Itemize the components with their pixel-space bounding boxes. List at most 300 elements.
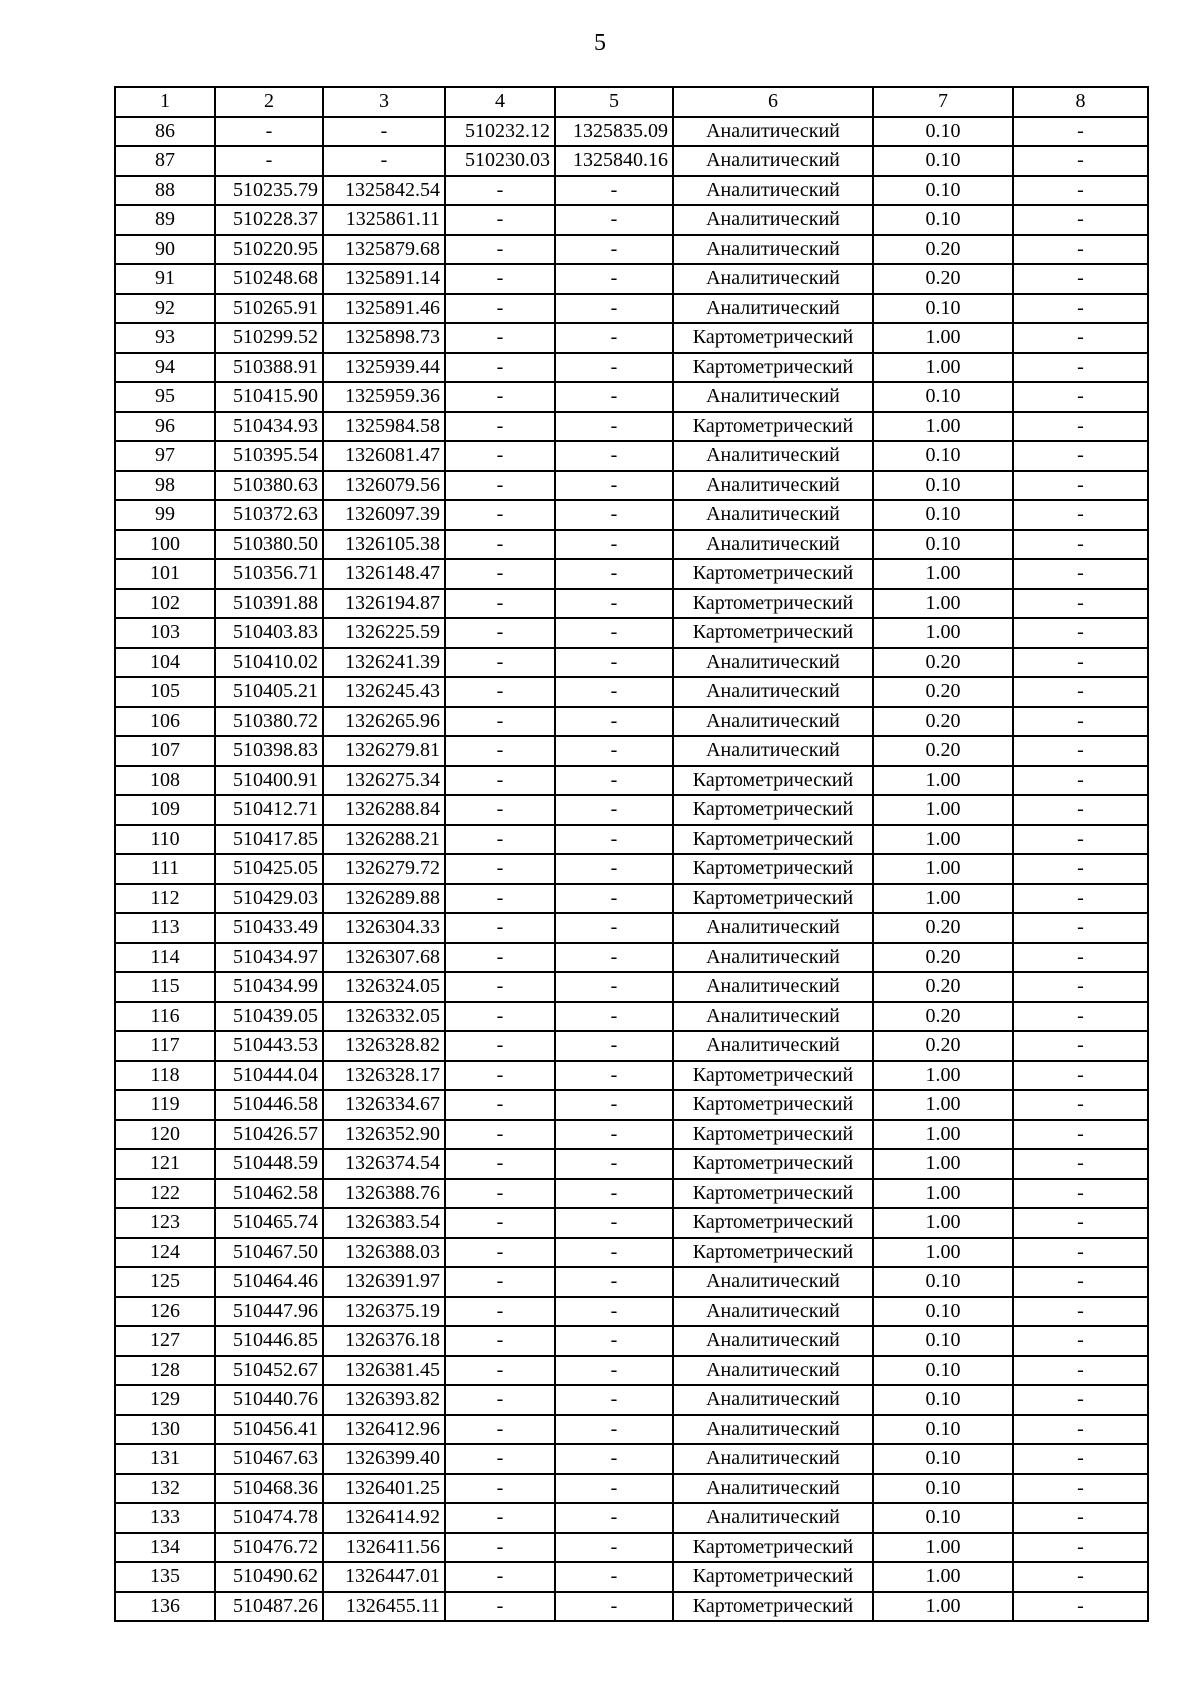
method-cell: Картометрический [673, 1238, 873, 1268]
note-cell: - [1013, 1356, 1148, 1386]
x-coordinate-alt-cell: - [445, 618, 555, 648]
accuracy-cell: 1.00 [873, 1533, 1013, 1563]
method-cell: Аналитический [673, 736, 873, 766]
point-number-cell: 92 [115, 294, 215, 324]
y-coordinate-alt-cell: 1325835.09 [555, 117, 673, 147]
accuracy-cell: 1.00 [873, 618, 1013, 648]
y-coordinate-alt-cell: - [555, 1179, 673, 1209]
method-cell: Картометрический [673, 353, 873, 383]
x-coordinate-cell: 510446.58 [215, 1090, 323, 1120]
table-row [115, 854, 1148, 884]
y-coordinate-cell: 1325984.58 [323, 412, 445, 442]
table-row [115, 1592, 1148, 1622]
note-cell: - [1013, 1208, 1148, 1238]
x-coordinate-alt-cell: 510230.03 [445, 146, 555, 176]
x-coordinate-alt-cell: - [445, 1415, 555, 1445]
x-coordinate-alt-cell: - [445, 825, 555, 855]
x-coordinate-alt-cell: - [445, 1444, 555, 1474]
y-coordinate-cell: 1326081.47 [323, 441, 445, 471]
method-cell: Аналитический [673, 235, 873, 265]
point-number-cell: 134 [115, 1533, 215, 1563]
accuracy-cell: 1.00 [873, 1562, 1013, 1592]
y-coordinate-cell: 1326097.39 [323, 500, 445, 530]
point-number-cell: 93 [115, 323, 215, 353]
method-cell: Аналитический [673, 1031, 873, 1061]
x-coordinate-alt-cell: - [445, 559, 555, 589]
x-coordinate-alt-cell: - [445, 1061, 555, 1091]
x-coordinate-alt-cell: - [445, 235, 555, 265]
x-coordinate-alt-cell: - [445, 1503, 555, 1533]
table-row [115, 1179, 1148, 1209]
note-cell: - [1013, 825, 1148, 855]
table-row [115, 323, 1148, 353]
x-coordinate-alt-cell: - [445, 1238, 555, 1268]
accuracy-cell: 0.20 [873, 913, 1013, 943]
x-coordinate-cell: 510356.71 [215, 559, 323, 589]
point-number-cell: 121 [115, 1149, 215, 1179]
x-coordinate-alt-cell: - [445, 972, 555, 1002]
table-row [115, 1385, 1148, 1415]
x-coordinate-alt-cell: - [445, 1297, 555, 1327]
y-coordinate-alt-cell: - [555, 1267, 673, 1297]
y-coordinate-cell: 1326388.03 [323, 1238, 445, 1268]
y-coordinate-cell: 1326399.40 [323, 1444, 445, 1474]
x-coordinate-cell: 510248.68 [215, 264, 323, 294]
accuracy-cell: 1.00 [873, 1090, 1013, 1120]
y-coordinate-alt-cell: - [555, 736, 673, 766]
method-cell: Аналитический [673, 1385, 873, 1415]
point-number-cell: 130 [115, 1415, 215, 1445]
table-row [115, 972, 1148, 1002]
point-number-cell: 110 [115, 825, 215, 855]
method-cell: Аналитический [673, 1267, 873, 1297]
y-coordinate-alt-cell: - [555, 884, 673, 914]
note-cell: - [1013, 1415, 1148, 1445]
x-coordinate-cell: 510468.36 [215, 1474, 323, 1504]
point-number-cell: 97 [115, 441, 215, 471]
point-number-cell: 94 [115, 353, 215, 383]
note-cell: - [1013, 1238, 1148, 1268]
y-coordinate-cell: 1326241.39 [323, 648, 445, 678]
point-number-cell: 119 [115, 1090, 215, 1120]
note-cell: - [1013, 1444, 1148, 1474]
y-coordinate-alt-cell: - [555, 323, 673, 353]
table-row [115, 1002, 1148, 1032]
x-coordinate-cell: 510395.54 [215, 441, 323, 471]
y-coordinate-alt-cell: - [555, 1090, 673, 1120]
point-number-cell: 90 [115, 235, 215, 265]
accuracy-cell: 0.20 [873, 677, 1013, 707]
table-row [115, 913, 1148, 943]
table-row [115, 1415, 1148, 1445]
accuracy-cell: 0.10 [873, 1267, 1013, 1297]
method-cell: Картометрический [673, 1090, 873, 1120]
y-coordinate-alt-cell: - [555, 412, 673, 442]
column-header: 4 [445, 87, 555, 117]
table-row [115, 1562, 1148, 1592]
y-coordinate-cell: 1325898.73 [323, 323, 445, 353]
table-row [115, 1267, 1148, 1297]
method-cell: Картометрический [673, 1562, 873, 1592]
x-coordinate-cell: 510398.83 [215, 736, 323, 766]
accuracy-cell: 0.10 [873, 1474, 1013, 1504]
column-header: 3 [323, 87, 445, 117]
point-number-cell: 124 [115, 1238, 215, 1268]
point-number-cell: 88 [115, 176, 215, 206]
y-coordinate-cell: 1326105.38 [323, 530, 445, 560]
y-coordinate-cell: 1325842.54 [323, 176, 445, 206]
method-cell: Аналитический [673, 1356, 873, 1386]
y-coordinate-cell: 1326376.18 [323, 1326, 445, 1356]
y-coordinate-cell: 1326245.43 [323, 677, 445, 707]
y-coordinate-cell: 1326391.97 [323, 1267, 445, 1297]
table-row [115, 618, 1148, 648]
x-coordinate-cell: 510440.76 [215, 1385, 323, 1415]
y-coordinate-alt-cell: - [555, 1031, 673, 1061]
note-cell: - [1013, 353, 1148, 383]
table-row [115, 441, 1148, 471]
x-coordinate-cell: 510467.50 [215, 1238, 323, 1268]
point-number-cell: 115 [115, 972, 215, 1002]
x-coordinate-cell: 510456.41 [215, 1415, 323, 1445]
y-coordinate-cell: - [323, 146, 445, 176]
coordinates-table [114, 86, 1149, 1622]
table-row [115, 1356, 1148, 1386]
table-row [115, 1533, 1148, 1563]
x-coordinate-alt-cell: - [445, 353, 555, 383]
note-cell: - [1013, 1533, 1148, 1563]
method-cell: Картометрический [673, 884, 873, 914]
note-cell: - [1013, 1474, 1148, 1504]
method-cell: Картометрический [673, 1533, 873, 1563]
method-cell: Картометрический [673, 1208, 873, 1238]
y-coordinate-cell: 1325959.36 [323, 382, 445, 412]
x-coordinate-cell: 510380.63 [215, 471, 323, 501]
column-header: 5 [555, 87, 673, 117]
method-cell: Аналитический [673, 1415, 873, 1445]
point-number-cell: 96 [115, 412, 215, 442]
accuracy-cell: 0.10 [873, 1297, 1013, 1327]
x-coordinate-cell: 510464.46 [215, 1267, 323, 1297]
point-number-cell: 126 [115, 1297, 215, 1327]
method-cell: Аналитический [673, 1326, 873, 1356]
y-coordinate-alt-cell: - [555, 205, 673, 235]
table-body [115, 117, 1148, 1622]
point-number-cell: 131 [115, 1444, 215, 1474]
note-cell: - [1013, 530, 1148, 560]
x-coordinate-alt-cell: - [445, 1592, 555, 1622]
note-cell: - [1013, 1267, 1148, 1297]
table-row [115, 1090, 1148, 1120]
x-coordinate-cell: 510372.63 [215, 500, 323, 530]
x-coordinate-cell: 510426.57 [215, 1120, 323, 1150]
table-row [115, 648, 1148, 678]
y-coordinate-cell: 1326328.17 [323, 1061, 445, 1091]
accuracy-cell: 1.00 [873, 1061, 1013, 1091]
table-row [115, 1208, 1148, 1238]
note-cell: - [1013, 884, 1148, 914]
table-row [115, 117, 1148, 147]
note-cell: - [1013, 1002, 1148, 1032]
point-number-cell: 133 [115, 1503, 215, 1533]
point-number-cell: 91 [115, 264, 215, 294]
x-coordinate-cell: 510235.79 [215, 176, 323, 206]
accuracy-cell: 1.00 [873, 1592, 1013, 1622]
accuracy-cell: 0.10 [873, 1385, 1013, 1415]
y-coordinate-alt-cell: - [555, 1002, 673, 1032]
point-number-cell: 117 [115, 1031, 215, 1061]
y-coordinate-cell: - [323, 117, 445, 147]
note-cell: - [1013, 648, 1148, 678]
y-coordinate-cell: 1325879.68 [323, 235, 445, 265]
table-row [115, 707, 1148, 737]
x-coordinate-alt-cell: - [445, 1562, 555, 1592]
y-coordinate-alt-cell: - [555, 1503, 673, 1533]
x-coordinate-alt-cell: - [445, 1474, 555, 1504]
y-coordinate-alt-cell: - [555, 1120, 673, 1150]
x-coordinate-cell: 510446.85 [215, 1326, 323, 1356]
accuracy-cell: 0.10 [873, 530, 1013, 560]
y-coordinate-cell: 1326412.96 [323, 1415, 445, 1445]
point-number-cell: 135 [115, 1562, 215, 1592]
y-coordinate-cell: 1326352.90 [323, 1120, 445, 1150]
y-coordinate-alt-cell: - [555, 500, 673, 530]
table-row [115, 353, 1148, 383]
y-coordinate-cell: 1326455.11 [323, 1592, 445, 1622]
table-row [115, 1238, 1148, 1268]
table-row [115, 1297, 1148, 1327]
method-cell: Картометрический [673, 559, 873, 589]
x-coordinate-cell: 510415.90 [215, 382, 323, 412]
x-coordinate-alt-cell: - [445, 1356, 555, 1386]
note-cell: - [1013, 559, 1148, 589]
y-coordinate-cell: 1326289.88 [323, 884, 445, 914]
accuracy-cell: 1.00 [873, 412, 1013, 442]
y-coordinate-cell: 1326388.76 [323, 1179, 445, 1209]
note-cell: - [1013, 766, 1148, 796]
method-cell: Картометрический [673, 854, 873, 884]
x-coordinate-alt-cell: 510232.12 [445, 117, 555, 147]
accuracy-cell: 1.00 [873, 1179, 1013, 1209]
x-coordinate-alt-cell: - [445, 1179, 555, 1209]
point-number-cell: 107 [115, 736, 215, 766]
note-cell: - [1013, 382, 1148, 412]
method-cell: Аналитический [673, 500, 873, 530]
point-number-cell: 109 [115, 795, 215, 825]
x-coordinate-cell: 510299.52 [215, 323, 323, 353]
x-coordinate-alt-cell: - [445, 1120, 555, 1150]
x-coordinate-cell: 510405.21 [215, 677, 323, 707]
column-header: 7 [873, 87, 1013, 117]
x-coordinate-alt-cell: - [445, 766, 555, 796]
x-coordinate-cell: 510434.97 [215, 943, 323, 973]
y-coordinate-cell: 1326375.19 [323, 1297, 445, 1327]
y-coordinate-alt-cell: - [555, 943, 673, 973]
note-cell: - [1013, 176, 1148, 206]
x-coordinate-alt-cell: - [445, 294, 555, 324]
point-number-cell: 127 [115, 1326, 215, 1356]
y-coordinate-alt-cell: - [555, 1061, 673, 1091]
table-row [115, 382, 1148, 412]
method-cell: Аналитический [673, 972, 873, 1002]
point-number-cell: 129 [115, 1385, 215, 1415]
y-coordinate-alt-cell: - [555, 559, 673, 589]
accuracy-cell: 1.00 [873, 1238, 1013, 1268]
accuracy-cell: 0.20 [873, 707, 1013, 737]
x-coordinate-alt-cell: - [445, 1385, 555, 1415]
method-cell: Картометрический [673, 618, 873, 648]
accuracy-cell: 1.00 [873, 766, 1013, 796]
method-cell: Картометрический [673, 1061, 873, 1091]
y-coordinate-cell: 1326307.68 [323, 943, 445, 973]
y-coordinate-cell: 1326225.59 [323, 618, 445, 648]
accuracy-cell: 0.10 [873, 500, 1013, 530]
method-cell: Аналитический [673, 1474, 873, 1504]
x-coordinate-alt-cell: - [445, 589, 555, 619]
x-coordinate-alt-cell: - [445, 264, 555, 294]
point-number-cell: 112 [115, 884, 215, 914]
accuracy-cell: 1.00 [873, 589, 1013, 619]
y-coordinate-alt-cell: - [555, 294, 673, 324]
x-coordinate-cell: 510220.95 [215, 235, 323, 265]
y-coordinate-cell: 1326447.01 [323, 1562, 445, 1592]
note-cell: - [1013, 618, 1148, 648]
note-cell: - [1013, 294, 1148, 324]
x-coordinate-cell: 510391.88 [215, 589, 323, 619]
note-cell: - [1013, 1592, 1148, 1622]
method-cell: Аналитический [673, 294, 873, 324]
y-coordinate-alt-cell: - [555, 972, 673, 1002]
x-coordinate-cell: 510465.74 [215, 1208, 323, 1238]
y-coordinate-cell: 1326275.34 [323, 766, 445, 796]
y-coordinate-alt-cell: - [555, 176, 673, 206]
accuracy-cell: 1.00 [873, 825, 1013, 855]
note-cell: - [1013, 500, 1148, 530]
x-coordinate-alt-cell: - [445, 500, 555, 530]
note-cell: - [1013, 589, 1148, 619]
note-cell: - [1013, 471, 1148, 501]
method-cell: Картометрический [673, 412, 873, 442]
method-cell: Аналитический [673, 677, 873, 707]
y-coordinate-alt-cell: - [555, 1208, 673, 1238]
y-coordinate-cell: 1325861.11 [323, 205, 445, 235]
accuracy-cell: 0.10 [873, 382, 1013, 412]
accuracy-cell: 0.20 [873, 264, 1013, 294]
x-coordinate-alt-cell: - [445, 736, 555, 766]
x-coordinate-alt-cell: - [445, 1267, 555, 1297]
y-coordinate-cell: 1326401.25 [323, 1474, 445, 1504]
page-number: 5 [594, 30, 606, 56]
point-number-cell: 106 [115, 707, 215, 737]
note-cell: - [1013, 1149, 1148, 1179]
y-coordinate-alt-cell: - [555, 825, 673, 855]
note-cell: - [1013, 854, 1148, 884]
y-coordinate-cell: 1326324.05 [323, 972, 445, 1002]
y-coordinate-cell: 1325891.46 [323, 294, 445, 324]
method-cell: Аналитический [673, 1002, 873, 1032]
x-coordinate-alt-cell: - [445, 441, 555, 471]
accuracy-cell: 0.20 [873, 648, 1013, 678]
y-coordinate-alt-cell: - [555, 618, 673, 648]
x-coordinate-alt-cell: - [445, 795, 555, 825]
table-row [115, 589, 1148, 619]
point-number-cell: 99 [115, 500, 215, 530]
accuracy-cell: 0.20 [873, 1031, 1013, 1061]
x-coordinate-cell: 510490.62 [215, 1562, 323, 1592]
note-cell: - [1013, 707, 1148, 737]
x-coordinate-cell: 510467.63 [215, 1444, 323, 1474]
point-number-cell: 105 [115, 677, 215, 707]
x-coordinate-alt-cell: - [445, 323, 555, 353]
y-coordinate-alt-cell: - [555, 707, 673, 737]
method-cell: Аналитический [673, 117, 873, 147]
method-cell: Аналитический [673, 146, 873, 176]
x-coordinate-cell: 510265.91 [215, 294, 323, 324]
accuracy-cell: 0.10 [873, 1503, 1013, 1533]
x-coordinate-cell: 510380.50 [215, 530, 323, 560]
column-header: 2 [215, 87, 323, 117]
x-coordinate-cell: 510403.83 [215, 618, 323, 648]
method-cell: Аналитический [673, 707, 873, 737]
accuracy-cell: 0.10 [873, 471, 1013, 501]
table-row [115, 559, 1148, 589]
accuracy-cell: 1.00 [873, 1149, 1013, 1179]
x-coordinate-cell: 510228.37 [215, 205, 323, 235]
point-number-cell: 113 [115, 913, 215, 943]
accuracy-cell: 0.20 [873, 1002, 1013, 1032]
y-coordinate-cell: 1326304.33 [323, 913, 445, 943]
point-number-cell: 104 [115, 648, 215, 678]
x-coordinate-cell: 510439.05 [215, 1002, 323, 1032]
note-cell: - [1013, 117, 1148, 147]
accuracy-cell: 1.00 [873, 1208, 1013, 1238]
x-coordinate-alt-cell: - [445, 1090, 555, 1120]
note-cell: - [1013, 1120, 1148, 1150]
table-row [115, 1031, 1148, 1061]
point-number-cell: 103 [115, 618, 215, 648]
y-coordinate-alt-cell: - [555, 1326, 673, 1356]
y-coordinate-alt-cell: - [555, 235, 673, 265]
accuracy-cell: 0.10 [873, 441, 1013, 471]
column-header: 1 [115, 87, 215, 117]
y-coordinate-cell: 1326279.72 [323, 854, 445, 884]
method-cell: Картометрический [673, 589, 873, 619]
method-cell: Аналитический [673, 943, 873, 973]
table-row [115, 795, 1148, 825]
x-coordinate-cell: 510400.91 [215, 766, 323, 796]
point-number-cell: 114 [115, 943, 215, 973]
y-coordinate-cell: 1326288.84 [323, 795, 445, 825]
table-row [115, 1503, 1148, 1533]
note-cell: - [1013, 736, 1148, 766]
point-number-cell: 111 [115, 854, 215, 884]
method-cell: Аналитический [673, 176, 873, 206]
column-header: 6 [673, 87, 873, 117]
x-coordinate-alt-cell: - [445, 707, 555, 737]
table-row [115, 205, 1148, 235]
x-coordinate-cell: 510410.02 [215, 648, 323, 678]
table-row [115, 500, 1148, 530]
table-row [115, 530, 1148, 560]
table-row [115, 943, 1148, 973]
note-cell: - [1013, 441, 1148, 471]
y-coordinate-alt-cell: - [555, 795, 673, 825]
point-number-cell: 118 [115, 1061, 215, 1091]
point-number-cell: 123 [115, 1208, 215, 1238]
y-coordinate-alt-cell: - [555, 1238, 673, 1268]
x-coordinate-alt-cell: - [445, 205, 555, 235]
accuracy-cell: 1.00 [873, 323, 1013, 353]
